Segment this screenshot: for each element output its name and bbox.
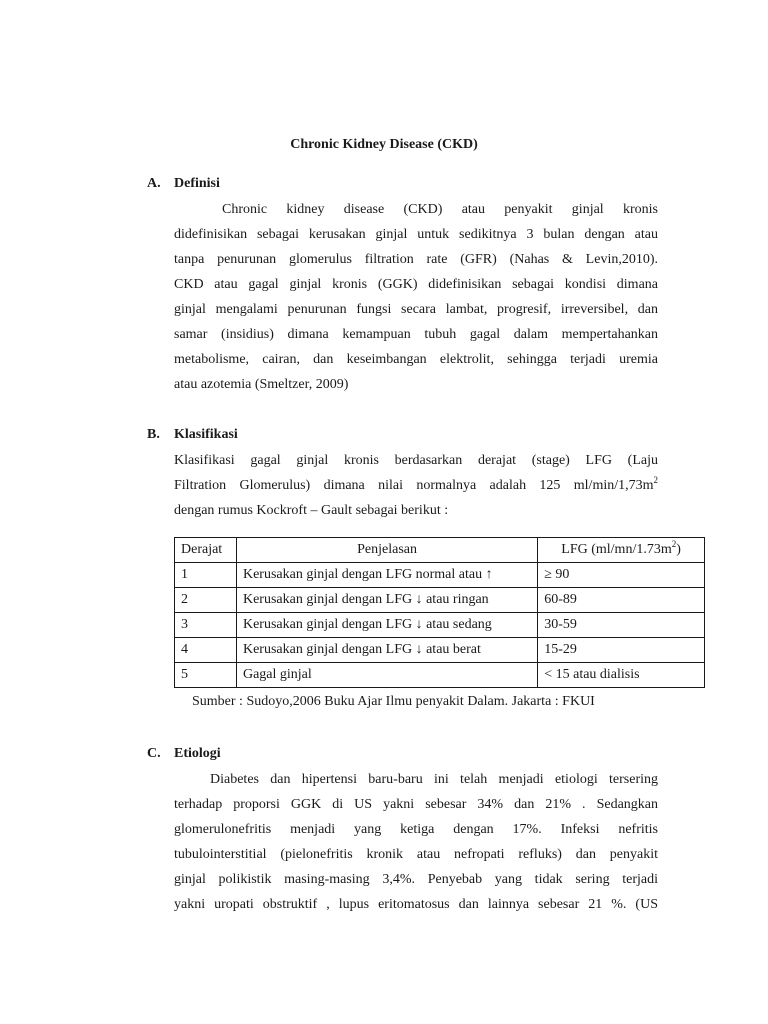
section-c-letter: C. xyxy=(147,746,161,761)
table-cell-derajat: 5 xyxy=(175,663,237,688)
paragraph-line: tubulointerstitial (pielonefritis kronik atau nefropati refluks) dan penyakit xyxy=(174,847,658,862)
table-header-lfg xyxy=(538,538,705,563)
table-cell-penjelasan: Kerusakan ginjal dengan LFG ↓ atau ringan xyxy=(236,588,537,613)
section-c-heading xyxy=(147,746,221,762)
table-cell-derajat: 3 xyxy=(175,613,237,638)
section-a-paragraph xyxy=(174,197,658,397)
lfg-header-close: ) xyxy=(676,542,681,557)
table-cell-penjelasan: Kerusakan ginjal dengan LFG ↓ atau berat xyxy=(236,638,537,663)
section-a-heading xyxy=(147,176,220,192)
table-header-penjelasan: Penjelasan xyxy=(236,538,537,563)
paragraph-line: samar (insidius) dimana kemampuan tubuh gagal dalam mempertahankan xyxy=(174,327,658,342)
superscript: 2 xyxy=(671,539,677,549)
section-b-paragraph xyxy=(174,448,658,523)
paragraph-line: dengan rumus Kockroft – Gault sebagai berikut : xyxy=(174,503,449,518)
table-cell-derajat: 1 xyxy=(175,563,237,588)
paragraph-line: Klasifikasi gagal ginjal kronis berdasarkan derajat (stage) LFG (Laju xyxy=(174,453,658,468)
paragraph-line: CKD atau gagal ginjal kronis (GGK) didefinisikan sebagai kondisi dimana xyxy=(174,277,658,292)
table-cell-lfg: 15-29 xyxy=(538,638,705,663)
paragraph-line: tanpa penurunan glomerulus filtration rate (GFR) (Nahas & Levin,2010). xyxy=(174,252,658,267)
paragraph-line: terhadap proporsi GGK di US yakni sebesar 34% dan 21% . Sedangkan xyxy=(174,797,658,812)
paragraph-line: glomerulonefritis menjadi yang ketiga dengan 17%. Infeksi nefritis xyxy=(174,822,658,837)
paragraph-line: metabolisme, cairan, dan keseimbangan elektrolit, sehingga terjadi uremia xyxy=(174,352,658,367)
superscript: 2 xyxy=(653,475,658,485)
table-cell-derajat: 2 xyxy=(175,588,237,613)
section-a-letter: A. xyxy=(147,176,161,191)
table-row xyxy=(175,588,705,613)
table-cell-lfg: 30-59 xyxy=(538,613,705,638)
paragraph-line: Diabetes dan hipertensi baru-baru ini telah menjadi etiologi tersering xyxy=(210,772,658,787)
lfg-header-text: LFG (ml/mn/1.73m xyxy=(561,542,672,557)
table-cell-penjelasan: Kerusakan ginjal dengan LFG ↓ atau sedang xyxy=(236,613,537,638)
table-row xyxy=(175,663,705,688)
table-cell-penjelasan: Gagal ginjal xyxy=(236,663,537,688)
paragraph-line: yakni uropati obstruktif , lupus eritomatosus dan lainnya sebesar 21 %. (US xyxy=(174,897,658,912)
paragraph-line-text: Filtration Glomerulus) dimana nilai normalnya adalah 125 ml/min/1,73m xyxy=(174,478,654,493)
table-cell-penjelasan: Kerusakan ginjal dengan LFG normal atau ↑ xyxy=(236,563,537,588)
lfg-classification-table xyxy=(174,537,705,688)
section-c-paragraph xyxy=(174,767,658,917)
table-row xyxy=(175,638,705,663)
table-cell-lfg: < 15 atau dialisis xyxy=(538,663,705,688)
section-b-heading xyxy=(147,427,238,443)
section-b-letter: B. xyxy=(147,427,160,442)
paragraph-line: didefinisikan sebagai kerusakan ginjal untuk sedikitnya 3 bulan dengan atau xyxy=(174,227,658,242)
table-header-row xyxy=(175,538,705,563)
table-cell-lfg: ≥ 90 xyxy=(538,563,705,588)
section-a-title: Definisi xyxy=(174,176,220,191)
section-b-title: Klasifikasi xyxy=(174,427,238,442)
table-row xyxy=(175,563,705,588)
section-c-title: Etiologi xyxy=(174,746,221,761)
paragraph-line: ginjal mengalami penurunan fungsi secara lambat, progresif, irreversibel, dan xyxy=(174,302,658,317)
table-cell-lfg: 60-89 xyxy=(538,588,705,613)
table-header-derajat: Derajat xyxy=(175,538,237,563)
paragraph-line xyxy=(174,473,658,498)
paragraph-line: Chronic kidney disease (CKD) atau penyakit ginjal kronis xyxy=(222,202,658,217)
paragraph-line: ginjal polikistik masing-masing 3,4%. Penyebab yang tidak sering terjadi xyxy=(174,872,658,887)
table-source-caption: Sumber : Sudoyo,2006 Buku Ajar Ilmu penyakit Dalam. Jakarta : FKUI xyxy=(192,694,595,709)
table-row xyxy=(175,613,705,638)
document-title: Chronic Kidney Disease (CKD) xyxy=(290,137,478,152)
table-cell-derajat: 4 xyxy=(175,638,237,663)
paragraph-line: atau azotemia (Smeltzer, 2009) xyxy=(174,377,349,392)
